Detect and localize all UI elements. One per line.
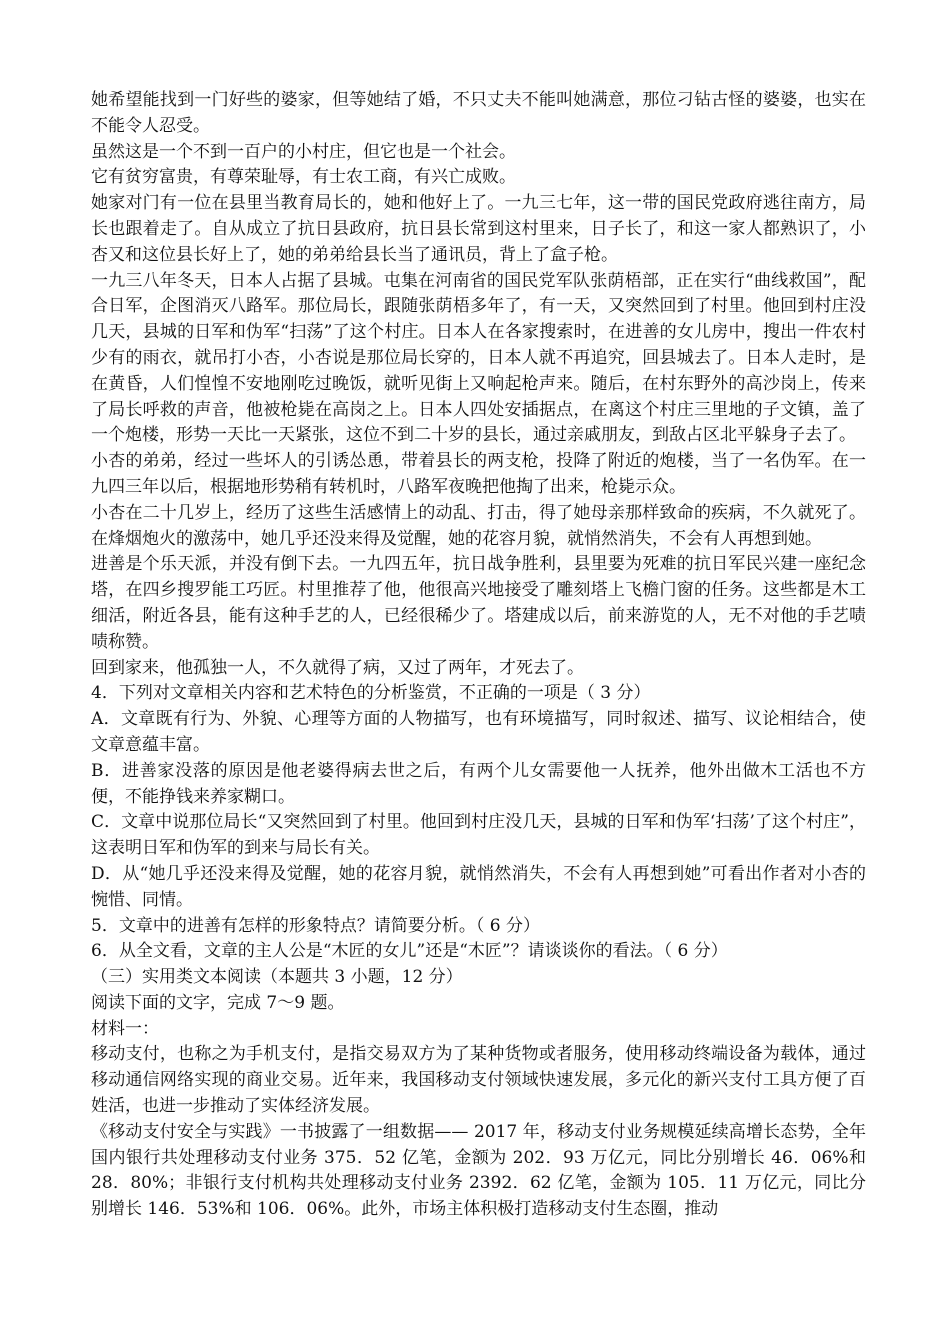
- paragraph-2: 虽然这是一个不到一百户的小村庄，但它也是一个社会。: [91, 141, 516, 162]
- paragraph-7: 小杏在二十几岁上，经历了这些生活感情上的动乱、打击，得了她母亲那样致命的疾病，不久就死了。在烽烟炮火的激荡中，她几乎还没来得及觉醒，她的花容月貌，就悄然消失，不会有人再想到她。: [91, 502, 866, 549]
- material-paragraph-1: 移动支付，也称之为手机支付，是指交易双方为了某种货物或者服务，使用移动终端设备为载体，通过移动通信网络实现的商业交易。近年来，我国移动支付领域快速发展，多元化的新兴支付工具方便了百姓活，也进一步推动了实体经济发展。: [91, 1044, 866, 1117]
- option-c: C．文章中说那位局长“又突然回到了村里。他回到村庄没几天，县城的日军和伪军‘扫荡’了这个村庄”，这表明日军和伪军的到来与局长有关。: [91, 812, 866, 859]
- paragraph-3: 它有贫穷富贵，有尊荣耻辱，有士农工商，有兴亡成败。: [91, 167, 516, 188]
- paragraph-8: 进善是个乐天派，并没有倒下去。一九四五年，抗日战争胜利，县里要为死难的抗日军民兴建一座纪念塔，在四乡搜罗能工巧匠。村里推荐了他，他很高兴地接受了雕刻塔上飞檐门窗的任务。这些都是木工细活，附近各县，能有这种手艺的人，已经很稀少了。塔建成以后，前来游览的人，无不对他的手艺啧啧称赞。: [91, 554, 866, 652]
- paragraph-9: 回到家来，他孤独一人，不久就得了病，又过了两年，才死去了。: [91, 657, 584, 678]
- section-heading: （三）实用类文本阅读（本题共 3 小题，12 分）: [91, 967, 463, 988]
- question-6: 6．从全文看，文章的主人公是“木匠的女儿”还是“木匠”？请谈谈你的看法。（ 6 分）: [91, 941, 728, 962]
- question-4: 4．下列对文章相关内容和艺术特色的分析鉴赏，不正确的一项是（ 3 分）: [91, 683, 651, 704]
- paragraph-5: 一九三八年冬天，日本人占据了县城。屯集在河南省的国民党军队张荫梧部，正在实行“曲线救国”，配合日军，企图消灭八路军。那位局长，跟随张荫梧多年了，有一天，又突然回到了村里。他回到村庄没几天，县城的日军和伪军“扫荡”了这个村庄。日本人在各家搜索时，在进善的女儿房中，搜出一件农村少有的雨衣，就吊打小杏，小杏说是那位局长穿的，日本人就不再追究，回县城去了。日本人走时，是在黄昏，人们惶惶不安地刚吃过晚饭，就听见街上又响起枪声来。随后，在村东野外的高沙岗上，传来了局长呼救的声音，他被枪毙在高岗之上。日本人四处安插据点，在离这个村庄三里地的子文镇，盖了一个炮楼，形势一天比一天紧张，这位不到二十岁的县长，通过亲戚朋友，到敌占区北平躲身子去了。: [91, 270, 866, 446]
- option-b: B．进善家没落的原因是他老婆得病去世之后，有两个儿女需要他一人抚养，他外出做木工活也不方便，不能挣钱来养家糊口。: [91, 760, 866, 807]
- question-5: 5．文章中的进善有怎样的形象特点？请简要分析。（ 6 分）: [91, 915, 540, 936]
- material-paragraph-2: 《移动支付安全与实践》一书披露了一组数据—— 2017 年，移动支付业务规模延续高增长态势，全年国内银行共处理移动支付业务 375．52 亿笔，金额为 202．93 万亿元，同比分别增长 46．06%和 28．80%；非银行支付机构共处理移动支付业务 2392．62 亿笔，金额为 105．11 万亿元，同比分别增长 146．53%和 106．06%。此外，市场主体积极打造移动支付生态圈，推动: [91, 1121, 867, 1220]
- material-label: 材料一：: [91, 1018, 159, 1039]
- section-instruction: 阅读下面的文字，完成 7～9 题。: [91, 992, 345, 1013]
- option-a: A．文章既有行为、外貌、心理等方面的人物描写，也有环境描写，同时叙述、描写、议论相结合，使文章意蕴丰富。: [91, 709, 866, 755]
- paragraph-4: 她家对门有一位在县里当教育局长的，她和他好上了。一九三七年，这一带的国民党政府逃往南方，局长也跟着走了。自从成立了抗日县政府，抗日县长常到这村里来，日子长了，和这一家人都熟识了，小杏又和这位县长好上了，她的弟弟给县长当了通讯员，背上了盒子枪。: [91, 193, 866, 265]
- paragraph-1: 她希望能找到一门好些的婆家，但等她结了婚，不只丈夫不能叫她满意，那位刁钻古怪的婆婆，也实在不能令人忍受。: [91, 90, 866, 136]
- paragraph-6: 小杏的弟弟，经过一些坏人的引诱怂恿，带着县长的两支枪，投降了附近的炮楼，当了一名伪军。在一九四三年以后，根据地形势稍有转机时，八路军夜晚把他掏了出来，枪毙示众。: [91, 451, 866, 497]
- option-d: D．从“她几乎还没来得及觉醒，她的花容月貌，就悄然消失，不会有人再想到她”可看出作者对小杏的惋惜、同情。: [91, 863, 866, 910]
